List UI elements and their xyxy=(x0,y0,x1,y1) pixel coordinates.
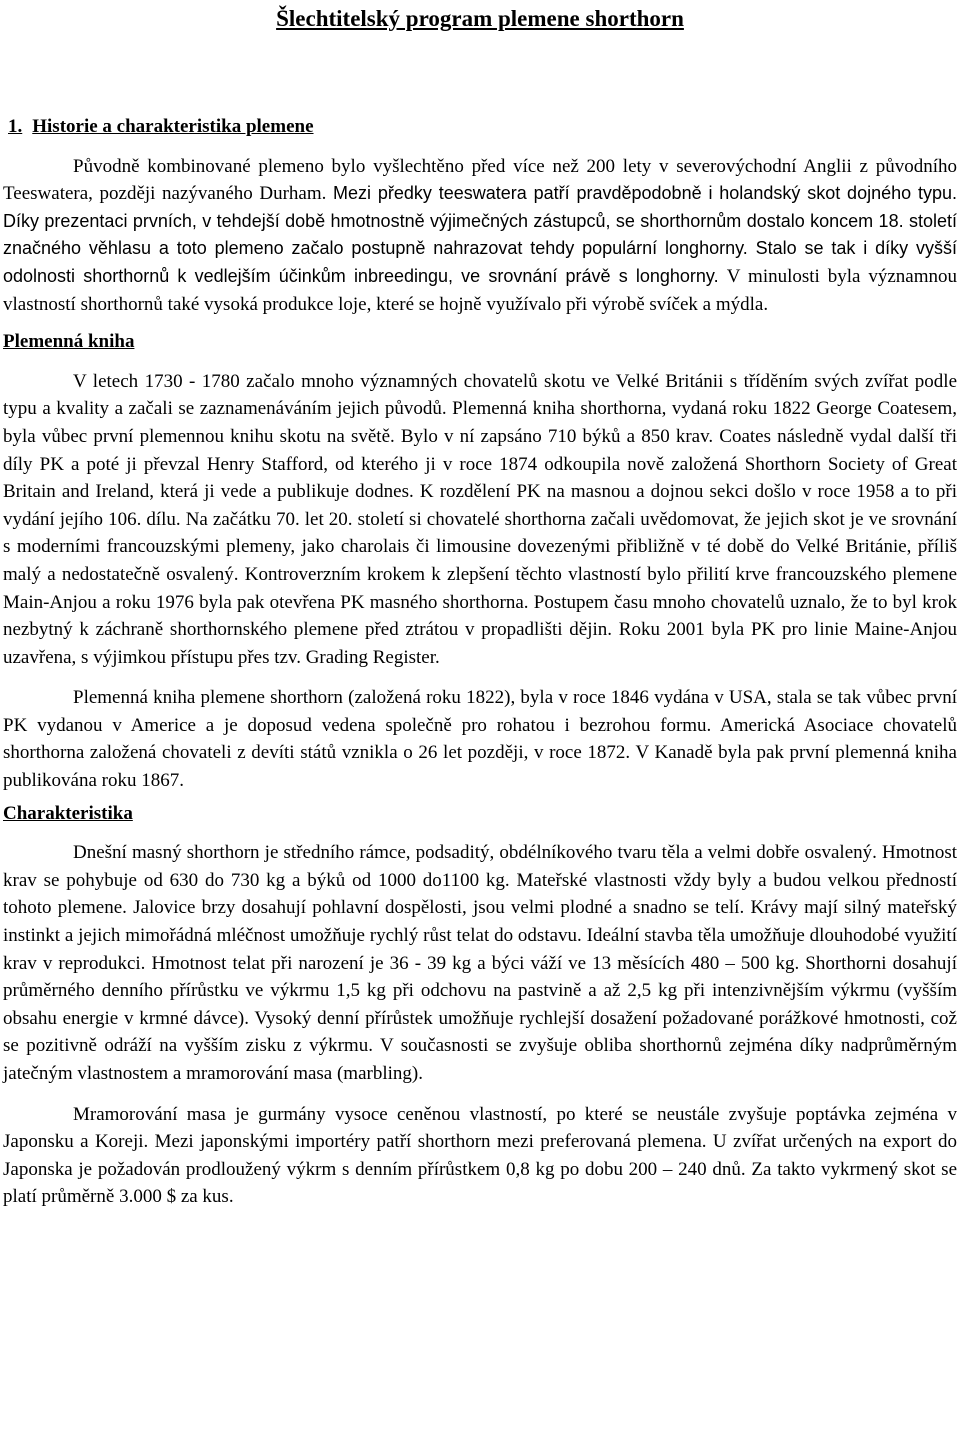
section-number: 1. xyxy=(8,116,23,137)
paragraph-history xyxy=(3,153,957,319)
history-text-a: Původně kombinované plemeno bylo vyšlechtěno před více než 200 lety v severovýchodní Anglii z původního Teeswatera, později nazývaného Durham. xyxy=(3,155,957,205)
paragraph-herdbook-1: V letech 1730 - 1780 začalo mnoho významných chovatelů skotu ve Velké Británii s tříděním svých zvířat podle typu a kvality a začali se zaznamenáváním jejich původů. Plemenná kniha shorthorna, vydaná roku 1822 George Coatesem, byla vůbec první plemennou knihu skotu na světě. Bylo v ní zapsáno 710 býků a 850 krav. Coates následně vydal další tři díly PK a poté ji převzal Henry Stafford, od kterého ji v roce 1874 odkoupila nově založená Shorthorn Society of Great Britain and Ireland, která ji vede a publikuje dodnes. K rozdělení PK na masnou a dojnou sekci došlo v roce 1958 a to při vydání jejího 106. dílu. Na začátku 70. let 20. století si chovatelé shorthorna začali uvědomovat, že jejich skot je ve srovnání s moderními francouzskými plemeny, jako charolais či limousine dovezenými přibližně v té době do Velké Británie, příliš malý a nedostatečně osvalený. Kontroverzním krokem k zlepšení těchto vlastností bylo přilití krve francouzského plemene Main-Anjou a roku 1976 byla pak otevřena PK masného shorthorna. Postupem času mnoho chovatelů uznalo, že to byl krok nezbytný k záchraně shorthornského plemene před ztrátou v propadlišti dějin. Roku 2001 byla PK pro linie Maine-Anjou uzavřena, s výjimkou přístupu přes tzv. Grading Register. xyxy=(3,370,957,668)
section-heading-history xyxy=(3,113,957,141)
history-text-b: Mezi předky teeswatera patří pravděpodobně i holandský skot dojného typu. Díky prezentaci prvních, v tehdejší době hmotnostně výjimečných zástupců, se shorthornům dostalo koncem 18. století značného věhlasu a toto plemeno začalo postupně nahrazovat tehdy populární longhorny. Stalo se tak i díky vyšší odolnosti shorthornů k vedlejším účinkům inbreedingu, ve srovnání právě s longhorny. xyxy=(3,183,957,286)
section-title: Historie a charakteristika plemene xyxy=(32,116,314,137)
document-title: Šlechtitelský program plemene shorthorn xyxy=(276,6,684,31)
paragraph-characteristics-2: Mramorování masa je gurmány vysoce ceněnou vlastností, po které se neustále zvyšuje poptávka zejména v Japonsku a Koreji. Mezi japonskými importéry patří shorthorn mezi preferovaná plemena. U zvířat určených na export do Japonska je požadován prodloužený výkrm s denním přírůstkem 0,8 kg po dobu 200 – 240 dnů. Za takto vykrmený skot se platí průměrně 3.000 $ za kus. xyxy=(3,1103,957,1208)
subheading-herdbook: Plemenná kniha xyxy=(3,331,135,353)
paragraph-characteristics-1: Dnešní masný shorthorn je středního rámce, podsaditý, obdélníkového tvaru těla a velmi dobře osvalený. Hmotnost krav se pohybuje od 630 do 730 kg a býků od 1000 do1100 kg. Mateřské vlastnosti vždy byly a budou velkou předností tohoto plemene. Jalovice brzy dosahují pohlavní dospělosti, jsou velmi plodné a snadno se telí. Krávy mají silný mateřský instinkt a jejich mimořádná mléčnost umožňuje rychlý růst telat do odstavu. Ideální stavba těla umožňuje dlouhodobé využití krav v reprodukci. Hmotnost telat při narození je 36 - 39 kg a býci váží ve 13 měsících 480 – 500 kg. Shorthorni dosahují průměrného denního přírůstku ve výkrmu 1,5 kg při odchovu na pastvině a až 2,5 kg při intenzivnějším výkrmu (vyšším obsahu energie v krmné dávce). Vysoký denní přírůstek umožňuje rychlejší dosažení požadované porážkové hmotnosti, což se pozitivně odráží na vyšším zisku z výkrmu. V současnosti se zvyšuje obliba shorthornů zejména díky nadprůměrným jatečným vlastnostem a mramorování masa (marbling). xyxy=(3,842,957,1084)
document-page xyxy=(3,0,957,1211)
subheading-characteristics: Charakteristika xyxy=(3,802,133,824)
history-text-c: V minulosti byla významnou vlastností shorthornů také vysoká produkce loje, které se hojně využívalo při výrobě svíček a mýdla. xyxy=(3,265,958,315)
paragraph-herdbook-2: Plemenná kniha plemene shorthorn (založená roku 1822), byla v roce 1846 vydána v USA, stala se tak vůbec první PK vydanou v Americe a je doposud vedena společně pro rohatou i bezrohou formu. Americká Asociace chovatelů shorthorna založená chovateli z devíti států vznikla o 26 let později, v roce 1872. V Kanadě byla pak první plemenná kniha publikována roku 1867. xyxy=(3,687,957,792)
